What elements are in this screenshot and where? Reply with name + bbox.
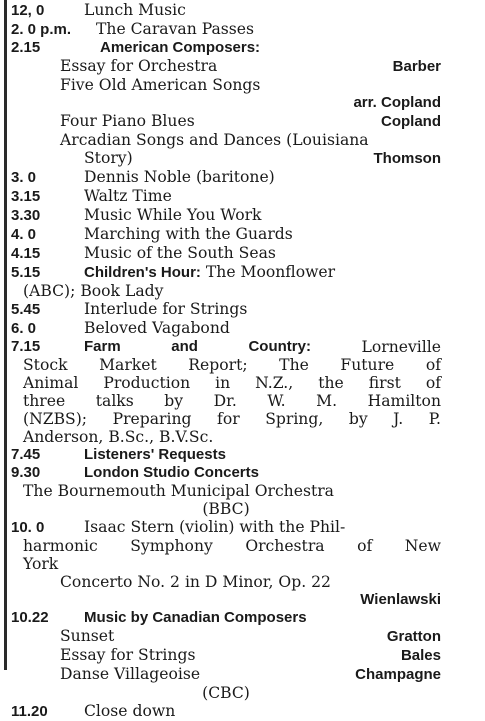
composer: Bales xyxy=(400,647,441,664)
description-line: York xyxy=(23,555,59,573)
programme-title: Interlude for Strings xyxy=(84,300,248,318)
programme-title: Beloved Vagabond xyxy=(84,319,230,337)
programme-title xyxy=(84,263,441,282)
programme-title: Dennis Noble (baritone) xyxy=(84,168,275,186)
programme-title: Music of the South Seas xyxy=(84,244,276,262)
work-title: Essay for Strings xyxy=(60,646,196,664)
work-line xyxy=(11,149,441,168)
listing-item xyxy=(11,263,441,282)
time: 9.30 xyxy=(11,464,41,481)
composer: Thomson xyxy=(373,150,441,167)
time: 2. 0 p.m. xyxy=(11,21,72,38)
time: 10. 0 xyxy=(11,519,45,536)
programme-listing xyxy=(11,1,441,721)
work-title: Essay for Orchestra xyxy=(60,57,218,75)
arranger: arr. Copland xyxy=(353,94,441,111)
composer: Champagne xyxy=(355,666,441,683)
composer: Barber xyxy=(392,58,441,75)
programme-title: Music While You Work xyxy=(84,206,262,224)
work-title: Danse Villageoise xyxy=(60,665,201,683)
programme-heading-word: and xyxy=(171,338,198,355)
description-line: three talks by Dr. W. M. Hamilton xyxy=(23,392,441,410)
description-line: Animal Production in N.Z., the first of xyxy=(23,374,441,392)
work-line xyxy=(11,627,441,646)
time: 10.22 xyxy=(11,609,49,626)
programme-title: Marching with the Guards xyxy=(84,225,293,243)
description-line: harmonic Symphony Orchestra of New xyxy=(23,537,441,555)
time: 12, 0 xyxy=(11,2,45,19)
description-line: Anderson, B.Sc., B.V.Sc. xyxy=(23,428,214,446)
work-line xyxy=(11,665,441,684)
work-title: Concerto No. 2 in D Minor, Op. 22 xyxy=(60,573,331,591)
time: 4.15 xyxy=(11,245,41,262)
programme-heading-word: Farm xyxy=(84,338,121,355)
time: 11.20 xyxy=(11,703,48,720)
time: 7.45 xyxy=(11,446,41,463)
programme-description xyxy=(11,537,441,573)
programme-source: (BBC) xyxy=(202,500,250,518)
programme-title: Isaac Stern (violin) with the Phil- xyxy=(84,518,346,536)
description-line: (NZBS); Preparing for Spring, by J. P. xyxy=(23,410,441,428)
listing-item xyxy=(11,206,441,225)
work-title: Arcadian Songs and Dances (Louisiana xyxy=(60,131,369,149)
time: 3.15 xyxy=(11,188,41,205)
listing-item xyxy=(11,168,441,187)
work-line xyxy=(11,646,441,665)
programme-continuation: (ABC); Book Lady xyxy=(23,282,164,300)
programme-source: (CBC) xyxy=(202,684,250,702)
time: 3.30 xyxy=(11,207,41,224)
time: 3. 0 xyxy=(11,169,37,186)
work-title: Four Piano Blues xyxy=(60,112,195,130)
programme-title: The Caravan Passes xyxy=(96,20,255,38)
listing-item xyxy=(11,518,441,537)
composer: Wienlawski xyxy=(360,591,441,608)
time: 2.15 xyxy=(11,39,41,56)
programme-detail: The Bournemouth Municipal Orchestra xyxy=(23,482,334,500)
programme-title: Close down xyxy=(84,702,176,720)
work-line xyxy=(11,57,441,76)
listing-item xyxy=(11,446,441,464)
programme-subtitle: Lorneville xyxy=(361,338,441,356)
programme-heading: Music by Canadian Composers xyxy=(84,609,307,626)
time: 5.15 xyxy=(11,264,41,281)
listing-item xyxy=(11,609,441,627)
programme-title: Lunch Music xyxy=(84,1,186,19)
listing-item xyxy=(11,338,441,356)
left-column-rule xyxy=(4,0,7,670)
work-line xyxy=(11,76,441,94)
listing-item xyxy=(11,20,441,39)
work-title: Sunset xyxy=(60,627,115,645)
listing-item xyxy=(11,187,441,206)
programme-title xyxy=(84,338,441,356)
listing-item xyxy=(11,244,441,263)
programme-heading-word: Country: xyxy=(248,338,311,355)
listing-item xyxy=(11,225,441,244)
listing-item xyxy=(11,464,441,482)
programme-subtitle: The Moonflower xyxy=(205,263,336,281)
listing-item xyxy=(11,1,441,20)
time: 7.15 xyxy=(11,338,41,355)
programme-description xyxy=(11,356,441,446)
time: 6. 0 xyxy=(11,320,37,337)
programme-heading: Listeners' Requests xyxy=(84,446,226,463)
programme-heading: Children's Hour: xyxy=(84,264,201,281)
work-title: Five Old American Songs xyxy=(60,76,261,94)
programme-title: Waltz Time xyxy=(84,187,172,205)
programme-heading: American Composers: xyxy=(100,39,261,56)
listing-item xyxy=(11,39,441,57)
description-line: Stock Market Report; The Future of xyxy=(23,356,441,374)
time: 5.45 xyxy=(11,301,41,318)
time: 4. 0 xyxy=(11,226,37,243)
programme-heading: London Studio Concerts xyxy=(84,464,259,481)
work-title-cont: Story) xyxy=(84,149,133,167)
listing-item xyxy=(11,319,441,338)
work-line xyxy=(11,112,441,131)
composer: Gratton xyxy=(386,628,441,645)
composer: Copland xyxy=(381,113,441,130)
listing-item xyxy=(11,300,441,319)
listing-item xyxy=(11,702,441,721)
